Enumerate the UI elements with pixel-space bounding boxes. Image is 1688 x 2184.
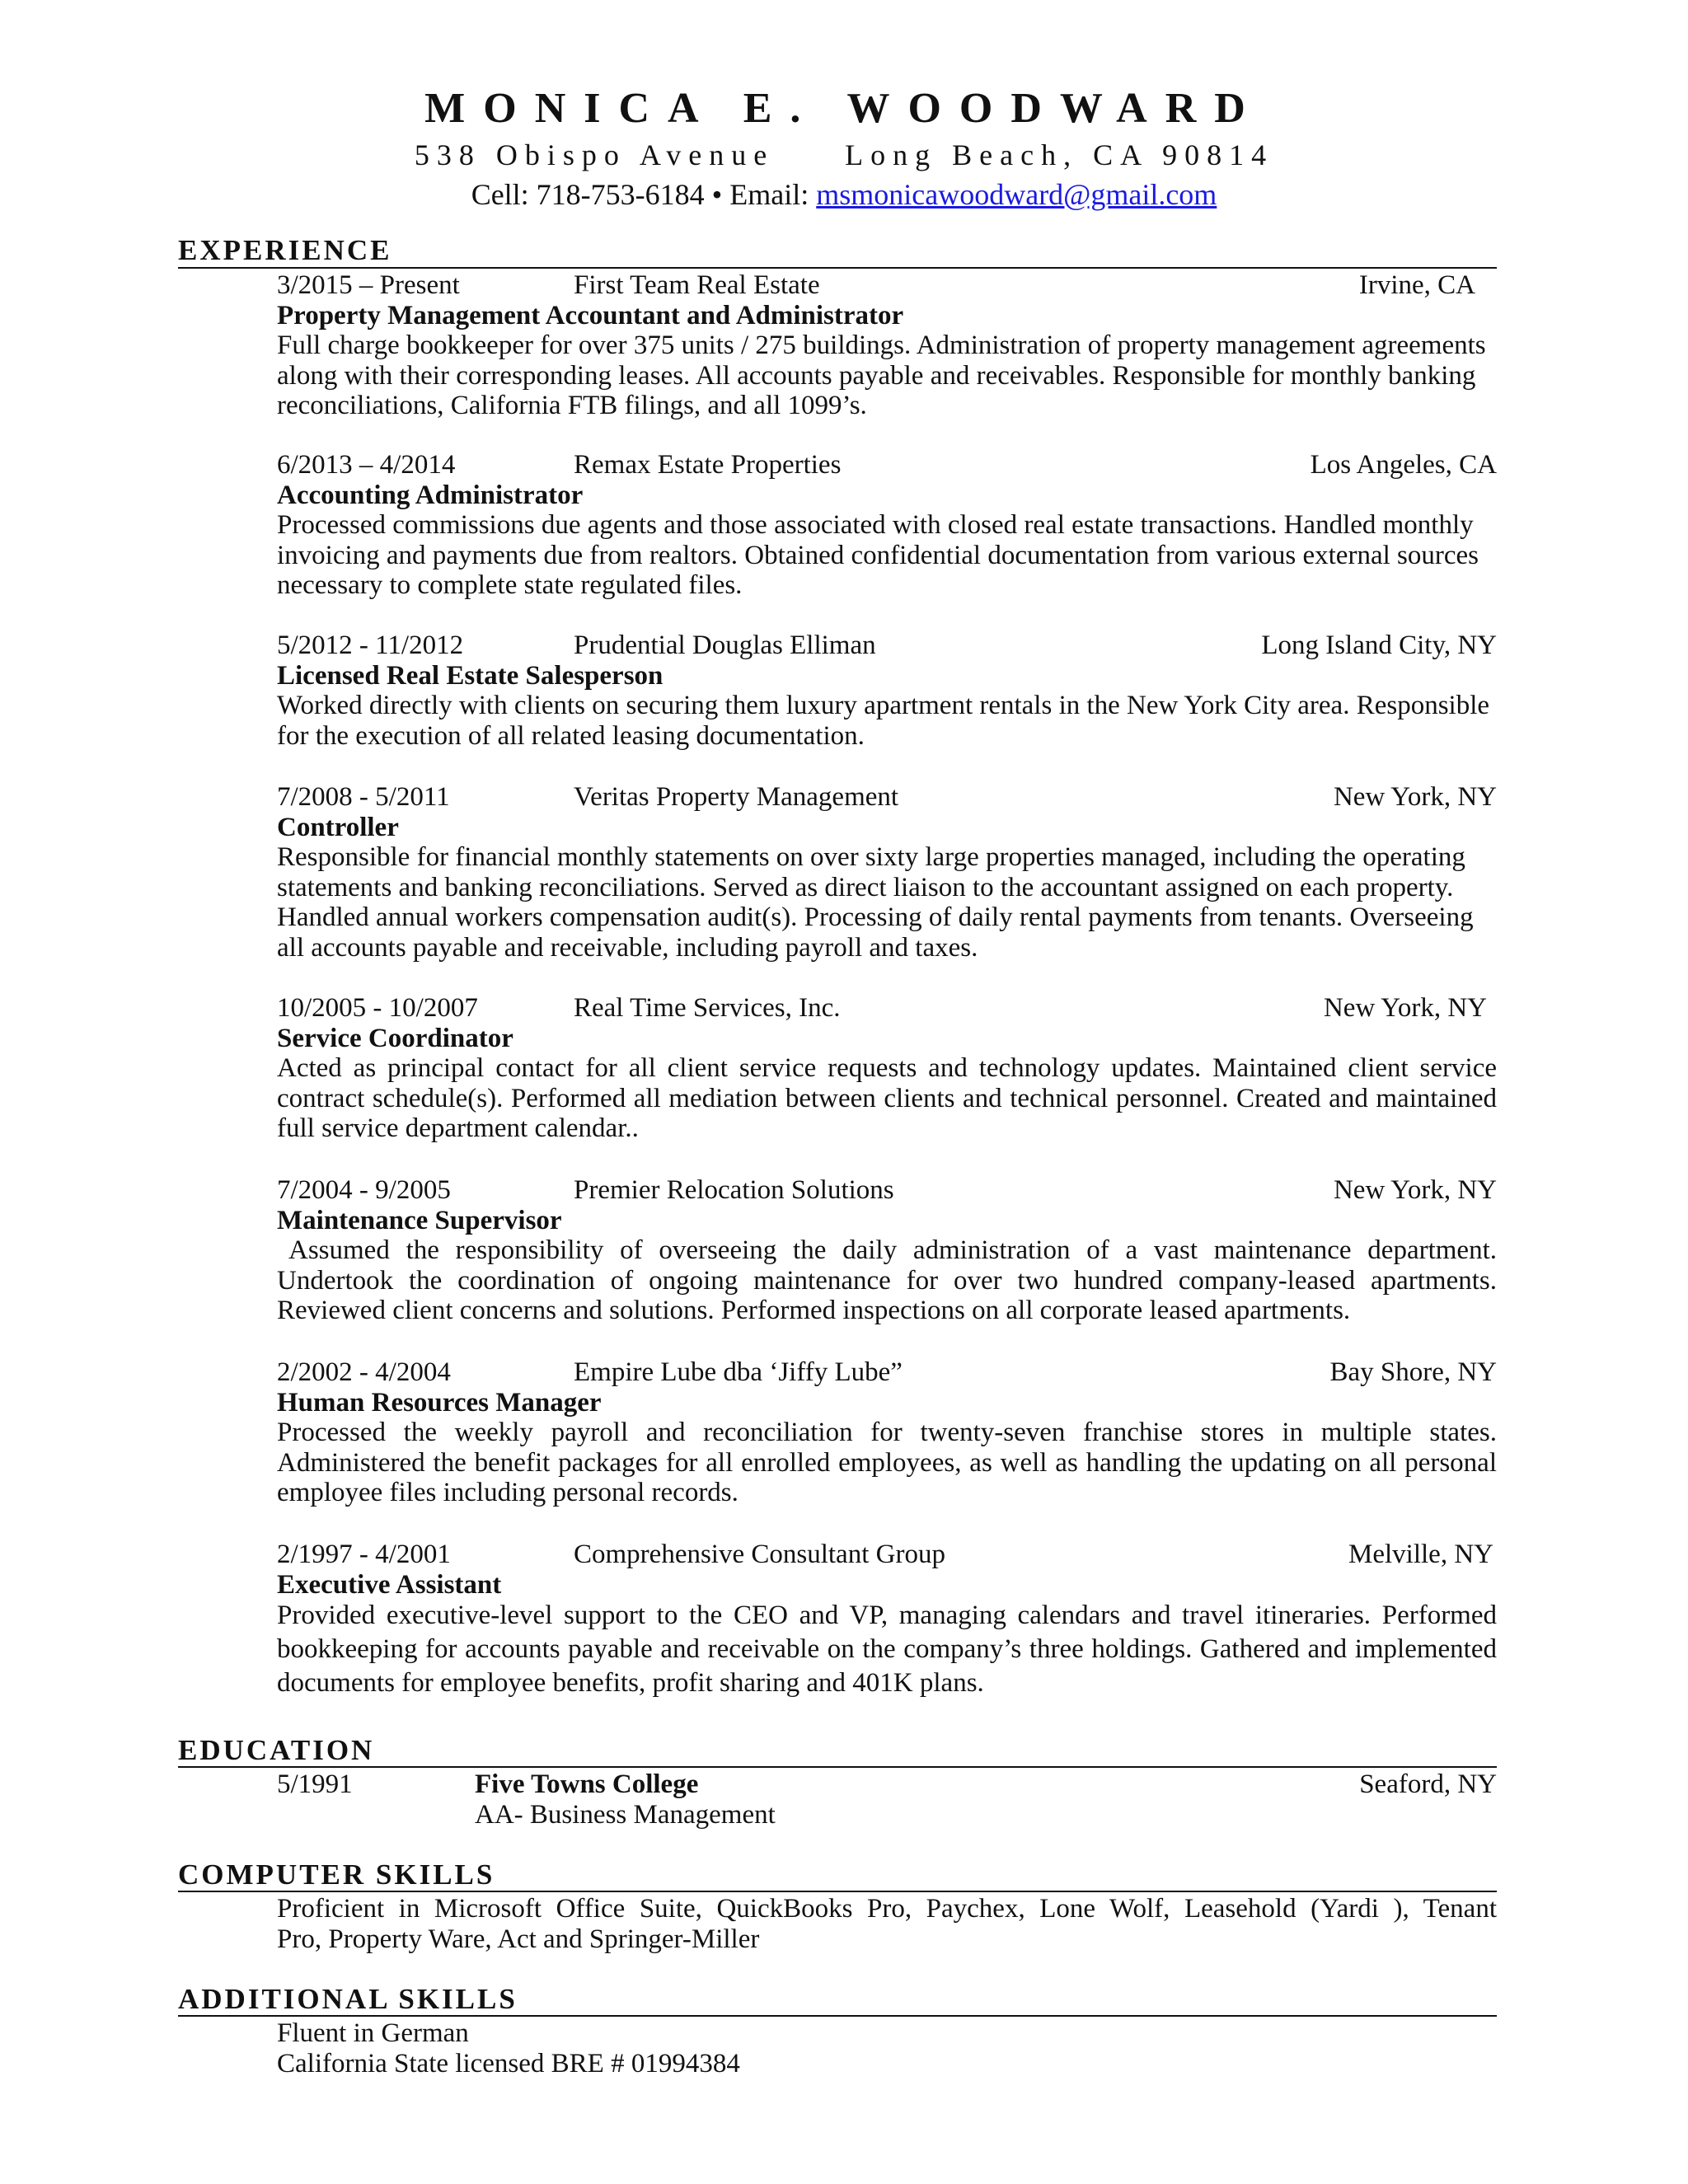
skills-line: Fluent in German [277,2018,469,2048]
job-entry [277,1357,1497,1508]
job-description: Assumed the responsibility of overseeing the daily administration of a vast maintenance department. Undertook the coordination of ongoing maintenance for over two hundred company-leased apartments. Reviewed client concerns and solutions. Performed inspections on all corporate leased apartments. [277,1235,1497,1325]
school-name: Five Towns College [475,1769,699,1799]
education-date: 5/1991 [277,1769,353,1799]
job-description: Processed commissions due agents and those associated with closed real estate transactions. Handled monthly invoicing and payments due from realtors. Obtained confidential documentation from various external sources necessary to complete state regulated files. [277,510,1479,600]
job-dates: 5/2012 - 11/2012 [277,630,464,660]
job-description: Worked directly with clients on securing them luxury apartment rentals in the New York City area. Responsible for the execution of all related leasing documentation. [277,691,1490,751]
job-entry [277,270,1497,421]
job-company: Empire Lube dba ‘Jiffy Lube” [574,1357,903,1387]
job-description: Provided executive-level support to the CEO and VP, managing calendars and travel itineraries. Performed bookkeeping for accounts payable and receivable on the company’s three holdings. Gathered and implemented documents for employee benefits, profit sharing and 401K plans. [277,1601,1497,1698]
street-address: 538 Obispo Avenue [414,138,775,171]
job-dates: 7/2008 - 5/2011 [277,782,450,812]
job-company: Comprehensive Consultant Group [574,1540,945,1569]
job-dates: 7/2004 - 9/2005 [277,1175,451,1205]
section-divider [178,1766,1497,1768]
city-state-zip: Long Beach, CA 90814 [845,138,1274,171]
job-company: Real Time Services, Inc. [574,993,841,1023]
job-dates: 2/2002 - 4/2004 [277,1357,451,1387]
section-divider [178,1891,1497,1892]
job-company: Prudential Douglas Elliman [574,630,876,660]
job-dates: 6/2013 – 4/2014 [277,450,456,480]
job-title: Controller [277,812,399,842]
job-entry [277,1539,1497,1700]
school-location: Seaford, NY [1359,1769,1497,1799]
contact-line [0,175,1688,214]
job-title: Licensed Real Estate Salesperson [277,660,663,691]
job-entry [277,782,1497,963]
additional-skills-list [277,2018,1497,2079]
job-title: Human Resources Manager [277,1387,602,1418]
job-location: New York, NY [1323,993,1487,1023]
job-location: Melville, NY [1348,1540,1493,1569]
education-entry [277,1769,1497,1830]
job-entry [277,450,1497,601]
candidate-name: MONICA E. WOODWARD [424,85,1264,132]
section-divider [178,267,1497,269]
job-location: Long Island City, NY [1261,630,1497,660]
job-title: Maintenance Supervisor [277,1205,562,1235]
degree: AA- Business Management [475,1799,776,1830]
job-title: Service Coordinator [277,1023,513,1053]
job-description: Processed the weekly payroll and reconciliation for twenty-seven franchise stores in multiple states. Administered the benefit packages for all enrolled employees, as well as handling the updating on all personal employee files including personal records. [277,1418,1497,1507]
job-description: Full charge bookkeeper for over 375 units / 275 buildings. Administration of property management agreements along with their corresponding leases. All accounts payable and receivables. Responsible for monthly banking reconciliations, California FTB filings, and all 1099’s. [277,330,1486,420]
section-divider [178,2015,1497,2017]
section-title-experience: EXPERIENCE [178,234,392,266]
job-entry [277,993,1497,1144]
skills-line: Pro, Property Ware, Act and Springer-Miller [277,1924,760,1954]
job-dates: 10/2005 - 10/2007 [277,993,478,1023]
job-location: Bay Shore, NY [1329,1357,1497,1387]
job-company: Veritas Property Management [574,782,899,812]
email-link[interactable]: msmonicawoodward@gmail.com [816,178,1217,211]
job-title: Property Management Accountant and Administrator [277,300,904,330]
job-title: Accounting Administrator [277,480,584,510]
computer-skills-list [277,1894,1497,1954]
section-title-additional-skills: ADDITIONAL SKILLS [178,1983,518,2015]
job-dates: 3/2015 – Present [277,270,460,300]
job-dates: 2/1997 - 4/2001 [277,1540,451,1569]
skills-line: Proficient in Microsoft Office Suite, QuickBooks Pro, Paychex, Lone Wolf, Leasehold (Yardi ), Tenant [277,1894,1497,1924]
skills-line: California State licensed BRE # 01994384 [277,2048,740,2079]
job-company: Remax Estate Properties [574,450,842,480]
section-title-computer-skills: COMPUTER SKILLS [178,1858,495,1891]
job-description: Responsible for financial monthly statements on over sixty large properties managed, including the operating statements and banking reconciliations. Served as direct liaison to the accountant assigned on each property. Handled annual workers compensation audit(s). Processing of daily rental payments from tenants. Overseeing all accounts payable and receivable, including payroll and taxes. [277,842,1474,963]
job-title: Executive Assistant [277,1569,502,1600]
job-company: First Team Real Estate [574,270,820,300]
job-location: Irvine, CA [1358,270,1475,300]
job-company: Premier Relocation Solutions [574,1175,894,1205]
job-location: New York, NY [1333,782,1497,812]
job-location: Los Angeles, CA [1310,450,1497,480]
job-location: New York, NY [1333,1175,1497,1205]
section-title-education: EDUCATION [178,1734,375,1766]
resume-header [0,82,1688,214]
job-entry [277,630,1497,751]
job-description: Acted as principal contact for all client service requests and technology updates. Maintained client service contract schedule(s). Performed all mediation between clients and technical personnel. Created and maintained full service department calendar.. [277,1053,1497,1143]
phone-text: Cell: 718-753-6184 • Email: [471,178,817,211]
job-entry [277,1175,1497,1326]
address-line [0,135,1688,175]
